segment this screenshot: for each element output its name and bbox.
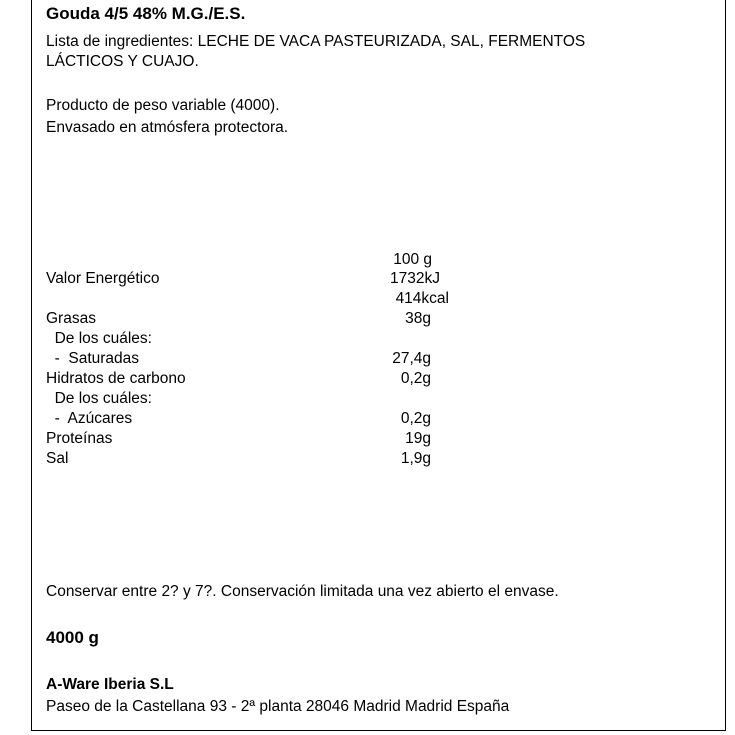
nutrition-row-value: 27,4g xyxy=(392,350,431,367)
ingredients-text: LECHE DE VACA PASTEURIZADA, SAL, FERMENTOS xyxy=(197,33,586,50)
net-weight: 4000 g xyxy=(46,628,99,647)
company-address: Paseo de la Castellana 93 - 2ª planta 28046 Madrid Madrid España xyxy=(46,698,510,715)
storage-instructions: Conservar entre 2? y 7?. Conservación limitada una vez abierto el envase. xyxy=(46,583,559,600)
variable-weight-note: Producto de peso variable (4000). xyxy=(46,97,280,114)
nutrition-row-label: De los cuáles: xyxy=(46,390,152,407)
nutrition-row-label: Proteínas xyxy=(46,430,113,447)
company-name: A-Ware Iberia S.L xyxy=(46,676,174,693)
nutrition-row-label: Sal xyxy=(46,450,69,467)
ingredients-line-2: LÁCTICOS Y CUAJO. xyxy=(46,53,199,70)
nutrition-row-value: 0,2g xyxy=(400,410,431,427)
nutrition-row-label: - Azúcares xyxy=(46,410,133,427)
nutrition-row-value: 1732kJ xyxy=(390,270,440,287)
packaging-note: Envasado en atmósfera protectora. xyxy=(46,119,289,136)
nutrition-row-value: 38g xyxy=(405,310,431,327)
ingredients-label: Lista de ingredientes: xyxy=(46,33,198,50)
nutrition-row-value: 0,2g xyxy=(400,370,431,387)
nutrition-row-label: De los cuáles: xyxy=(46,330,152,347)
nutrition-row-label: Grasas xyxy=(46,310,96,327)
ingredients-line-1 xyxy=(46,32,585,52)
nutrition-row-value: 414kcal xyxy=(395,290,449,307)
nutrition-row-value: 19g xyxy=(405,430,431,447)
nutrition-header: 100 g xyxy=(393,251,432,268)
nutrition-row-value: 1,9g xyxy=(400,450,431,467)
product-title: Gouda 4/5 48% M.G./E.S. xyxy=(46,4,246,23)
nutrition-row-label: Valor Energético xyxy=(46,270,160,287)
nutrition-row-label: - Saturadas xyxy=(46,350,140,367)
nutrition-row-label: Hidratos de carbono xyxy=(46,370,186,387)
